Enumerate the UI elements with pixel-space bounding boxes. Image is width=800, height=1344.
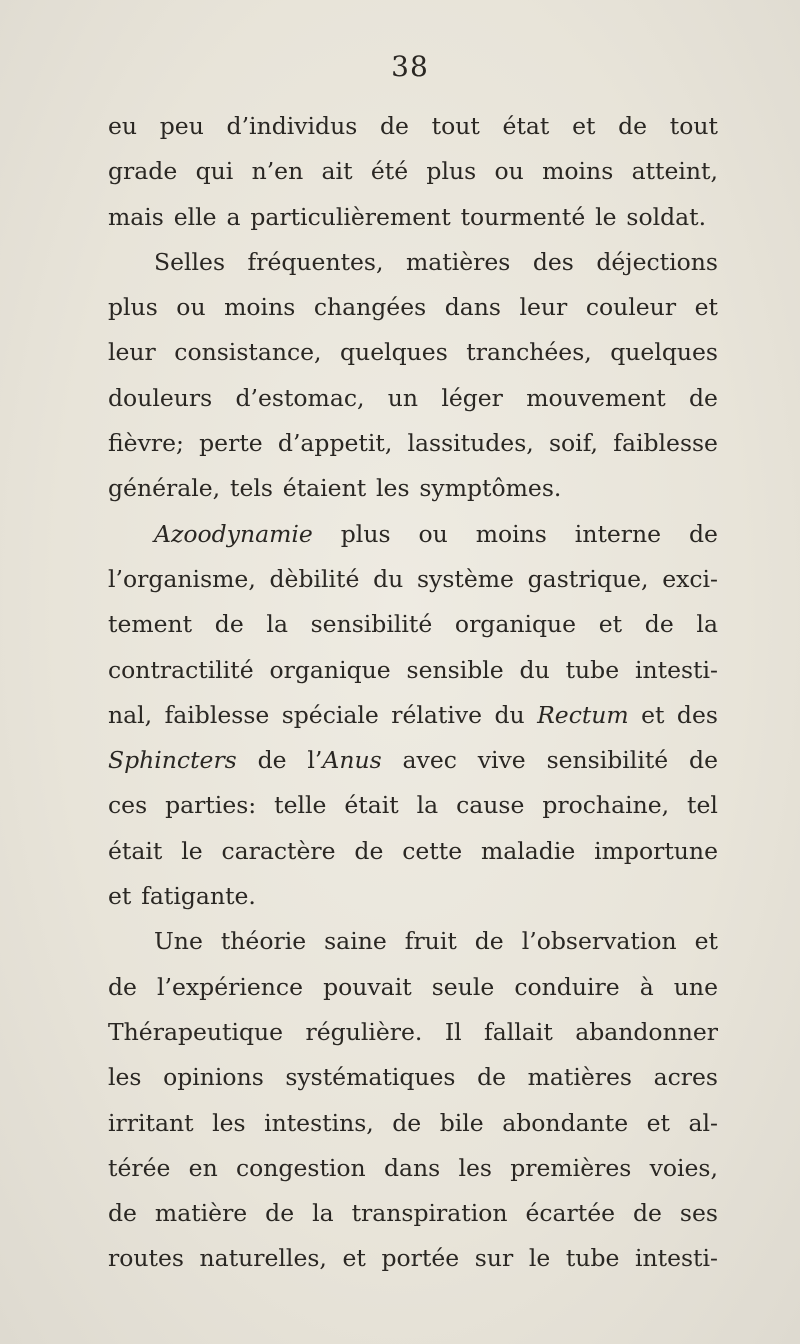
word: lassitudes, bbox=[407, 429, 534, 458]
word: bile bbox=[439, 1108, 484, 1137]
word: routes bbox=[108, 1244, 184, 1273]
word: de bbox=[392, 1108, 422, 1137]
word: congestion bbox=[235, 1153, 366, 1182]
word: de bbox=[644, 610, 674, 639]
word: les bbox=[108, 1063, 142, 1092]
word: et bbox=[646, 1108, 670, 1137]
word: particulièrement bbox=[250, 202, 451, 231]
word: voies, bbox=[649, 1153, 718, 1182]
word: soif, bbox=[548, 429, 599, 458]
word: de bbox=[632, 1199, 662, 1228]
word: tel bbox=[687, 791, 718, 820]
word: exci- bbox=[662, 564, 718, 593]
word: à bbox=[639, 972, 654, 1001]
word: générale, bbox=[108, 474, 221, 503]
word: et bbox=[694, 293, 718, 322]
word: cette bbox=[402, 836, 463, 865]
word: eu bbox=[108, 112, 138, 140]
word: ou bbox=[176, 293, 206, 322]
word: fréquentes, bbox=[247, 247, 384, 276]
word: une bbox=[673, 972, 718, 1001]
word: tement bbox=[108, 610, 193, 639]
word: intesti- bbox=[635, 1244, 718, 1273]
word: en bbox=[188, 1153, 218, 1182]
word: parties: bbox=[165, 791, 257, 820]
word: contractilité bbox=[108, 655, 254, 684]
word: acres bbox=[653, 1063, 718, 1092]
word: de bbox=[380, 112, 409, 140]
text-line bbox=[108, 104, 718, 149]
word: théorie bbox=[220, 927, 307, 956]
text-line bbox=[108, 285, 718, 330]
word: quelques bbox=[610, 338, 718, 367]
word: tout bbox=[669, 112, 718, 140]
word: d’appetit, bbox=[277, 429, 393, 458]
word: dans bbox=[383, 1153, 441, 1182]
word: maladie bbox=[480, 836, 576, 865]
word: ou bbox=[418, 519, 448, 548]
word: systématiques bbox=[285, 1063, 456, 1092]
text-line bbox=[108, 738, 718, 783]
word: consistance, bbox=[174, 338, 322, 367]
word: l’organisme, bbox=[108, 564, 256, 593]
word: importune bbox=[594, 836, 718, 865]
word: dans bbox=[444, 293, 501, 322]
word: changées bbox=[313, 293, 427, 322]
word: de bbox=[265, 1199, 295, 1228]
word: faiblesse bbox=[613, 429, 718, 458]
word: caractère bbox=[221, 836, 336, 865]
text-line bbox=[108, 330, 718, 375]
word: Une bbox=[154, 927, 203, 956]
word: n’en bbox=[251, 157, 304, 186]
word: a bbox=[226, 202, 241, 231]
word: les bbox=[376, 474, 410, 503]
word: léger bbox=[441, 383, 503, 412]
word: le bbox=[528, 1244, 551, 1273]
word: état bbox=[502, 112, 550, 140]
word: tube bbox=[565, 655, 620, 684]
word: ces bbox=[108, 791, 148, 820]
word: de bbox=[474, 927, 504, 956]
word: et bbox=[641, 700, 665, 729]
word: douleurs bbox=[108, 383, 213, 412]
word: faiblesse bbox=[164, 700, 270, 729]
word: tout bbox=[431, 112, 480, 140]
word: et bbox=[108, 882, 132, 911]
word: et bbox=[342, 1244, 366, 1273]
word: du bbox=[494, 700, 525, 729]
word: telle bbox=[274, 791, 327, 820]
word: de bbox=[477, 1063, 507, 1092]
word: moins bbox=[542, 157, 614, 186]
word: ses bbox=[679, 1199, 718, 1228]
text-line bbox=[108, 466, 718, 511]
word: rélative bbox=[391, 700, 483, 729]
word: la bbox=[696, 610, 718, 639]
word: matière bbox=[154, 1199, 248, 1228]
word: al- bbox=[688, 1108, 718, 1137]
text-line bbox=[108, 1101, 718, 1146]
word: Rectum bbox=[537, 700, 629, 729]
word: spéciale bbox=[281, 700, 379, 729]
text-line bbox=[108, 693, 718, 738]
word: tels bbox=[230, 474, 273, 503]
word: dèbilité bbox=[269, 564, 360, 593]
word: abondante bbox=[502, 1108, 629, 1137]
word: grade bbox=[108, 157, 178, 186]
word: perte bbox=[199, 429, 263, 458]
word: qui bbox=[195, 157, 234, 186]
text-line bbox=[108, 1010, 718, 1055]
word: premières bbox=[510, 1153, 632, 1182]
word: tranchées, bbox=[466, 338, 592, 367]
word: avec bbox=[402, 746, 457, 775]
word: des bbox=[676, 700, 718, 729]
word: conduire bbox=[514, 972, 620, 1001]
text-line bbox=[108, 919, 718, 964]
word: leur bbox=[108, 338, 156, 367]
word: et bbox=[572, 112, 596, 140]
word: l’expérience bbox=[157, 972, 303, 1001]
text-line bbox=[108, 1146, 718, 1191]
word: quelques bbox=[340, 338, 448, 367]
page-number: 38 bbox=[391, 50, 429, 83]
text-line bbox=[108, 1191, 718, 1236]
word: Il bbox=[444, 1017, 462, 1046]
text-line bbox=[108, 557, 718, 602]
word: la bbox=[312, 1199, 334, 1228]
word: leur bbox=[519, 293, 568, 322]
word: moins bbox=[224, 293, 296, 322]
word: l’observation bbox=[521, 927, 677, 956]
word: était bbox=[108, 836, 163, 865]
word: le bbox=[181, 836, 203, 865]
word: soldat. bbox=[626, 202, 707, 231]
word: les bbox=[212, 1108, 246, 1137]
word: matières bbox=[405, 247, 511, 276]
word: de bbox=[689, 383, 718, 412]
word: gastrique, bbox=[527, 564, 649, 593]
text-line bbox=[108, 965, 718, 1010]
word: sur bbox=[474, 1244, 514, 1273]
word: symptômes. bbox=[419, 474, 562, 503]
word: la bbox=[416, 791, 439, 820]
word: plus bbox=[340, 519, 391, 548]
word: portée bbox=[381, 1244, 460, 1273]
word: transpiration bbox=[351, 1199, 508, 1228]
word: nal, bbox=[108, 700, 153, 729]
word: prochaine, bbox=[542, 791, 670, 820]
word: mais bbox=[108, 202, 164, 231]
text-line bbox=[108, 1236, 718, 1281]
word: le bbox=[595, 202, 617, 231]
word: peu bbox=[159, 112, 204, 140]
word: fièvre; bbox=[108, 429, 184, 458]
text-line bbox=[108, 240, 718, 285]
word: l’Anus bbox=[307, 746, 382, 775]
word: la bbox=[266, 610, 288, 639]
word: déjections bbox=[596, 247, 718, 276]
word: tourmenté bbox=[460, 202, 586, 231]
word: de bbox=[214, 610, 244, 639]
word: Thérapeutique bbox=[108, 1017, 284, 1046]
word: d’estomac, bbox=[235, 383, 365, 412]
word: pouvait bbox=[323, 972, 412, 1001]
word: de bbox=[689, 746, 718, 775]
text-line bbox=[108, 874, 718, 919]
word: système bbox=[417, 564, 514, 593]
word: de bbox=[689, 519, 718, 548]
word: un bbox=[387, 383, 419, 412]
word: térée bbox=[108, 1153, 171, 1182]
word: cause bbox=[456, 791, 525, 820]
word: écartée bbox=[525, 1199, 616, 1228]
word: matières bbox=[527, 1063, 632, 1092]
word: de bbox=[354, 836, 384, 865]
text-line bbox=[108, 376, 718, 421]
word: opinions bbox=[163, 1063, 264, 1092]
word: naturelles, bbox=[199, 1244, 327, 1273]
word: organique bbox=[454, 610, 577, 639]
word: elle bbox=[173, 202, 217, 231]
text-line bbox=[108, 149, 718, 194]
body-text bbox=[108, 104, 718, 1282]
word: atteint, bbox=[631, 157, 718, 186]
word: de bbox=[108, 1199, 137, 1228]
word: organique bbox=[269, 655, 391, 684]
word: étaient bbox=[282, 474, 367, 503]
word: seule bbox=[431, 972, 495, 1001]
word: intestins, bbox=[264, 1108, 374, 1137]
word: abandonner bbox=[575, 1017, 718, 1046]
word: plus bbox=[426, 157, 477, 186]
text-line bbox=[108, 195, 718, 240]
word: sensible bbox=[406, 655, 504, 684]
word: les bbox=[458, 1153, 492, 1182]
word: du bbox=[519, 655, 550, 684]
text-line bbox=[108, 512, 718, 557]
word: Selles bbox=[154, 247, 226, 276]
word: vive bbox=[477, 746, 526, 775]
word: de bbox=[108, 972, 137, 1001]
text-line bbox=[108, 829, 718, 874]
word: Sphincters bbox=[108, 746, 237, 775]
word: et bbox=[598, 610, 623, 639]
word: mouvement bbox=[526, 383, 666, 412]
word: de bbox=[257, 746, 287, 775]
word: était bbox=[344, 791, 399, 820]
word: du bbox=[373, 564, 404, 593]
word: intesti- bbox=[634, 655, 718, 684]
word: fallait bbox=[484, 1017, 553, 1046]
word: irritant bbox=[108, 1108, 194, 1137]
text-line bbox=[108, 421, 718, 466]
word: ou bbox=[494, 157, 524, 186]
text-line bbox=[108, 783, 718, 828]
word: ait bbox=[321, 157, 353, 186]
text-line bbox=[108, 648, 718, 693]
word: régulière. bbox=[305, 1017, 423, 1046]
word: couleur bbox=[585, 293, 677, 322]
word: sensibilité bbox=[310, 610, 433, 639]
text-line bbox=[108, 602, 718, 647]
word: été bbox=[370, 157, 409, 186]
word: plus bbox=[108, 293, 158, 322]
word: fruit bbox=[404, 927, 457, 956]
text-line bbox=[108, 1055, 718, 1100]
word: saine bbox=[324, 927, 387, 956]
word: interne bbox=[574, 519, 662, 548]
word: d’individus bbox=[226, 112, 358, 140]
word: tube bbox=[565, 1244, 620, 1273]
word: des bbox=[532, 247, 574, 276]
word: moins bbox=[475, 519, 547, 548]
word: de bbox=[618, 112, 648, 140]
word: fatigante. bbox=[141, 882, 256, 911]
word: et bbox=[694, 927, 718, 956]
word: Azoodynamie bbox=[154, 519, 313, 548]
word: sensibilité bbox=[546, 746, 669, 775]
